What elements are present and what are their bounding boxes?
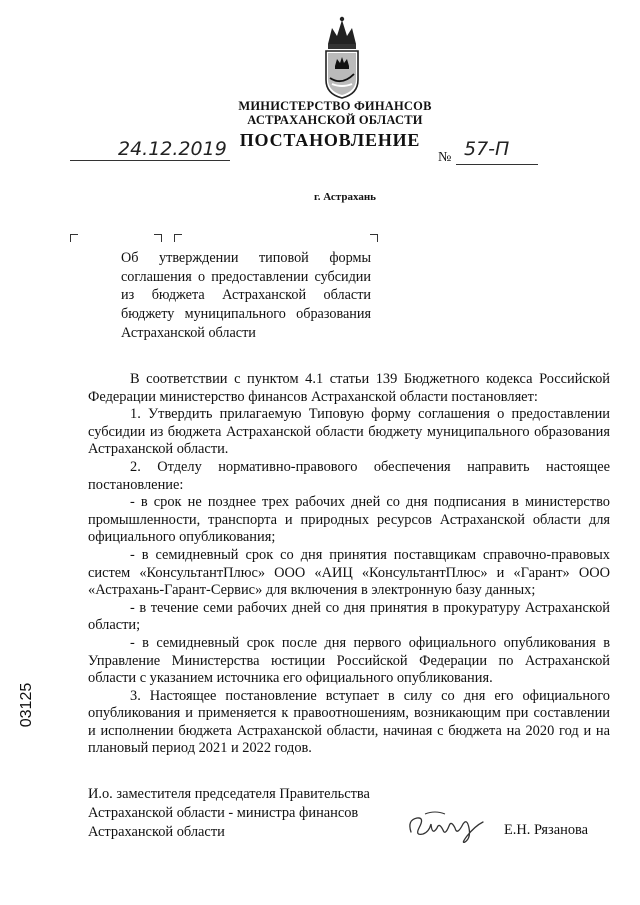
bracket-top-mid-left (174, 234, 182, 242)
side-registration-number-text: 03125 (18, 682, 35, 728)
bracket-top-mid-right (154, 234, 162, 242)
signatory-position (88, 785, 408, 842)
document-title: ПОСТАНОВЛЕНИЕ (239, 130, 421, 150)
body-paragraph-dash-4: - в семидневный срок после дня первого официального опубликования в Управление Министерства юстиции Российской Федерации по Астраханской области с указанием источника его официального опубликования. (88, 634, 610, 687)
date-handwritten: 24.12.2019 (118, 138, 227, 160)
body-paragraph-item-2: 2. Отделу нормативно-правового обеспечения направить настоящее постановление: (88, 458, 610, 493)
signatory-position-line3: Астраханской области (88, 824, 225, 840)
body-paragraph-dash-3: - в течение семи рабочих дней со дня принятия в прокуратуру Астраханской области; (88, 599, 610, 634)
number-handwritten: 57-П (464, 138, 510, 160)
date-underline (70, 160, 230, 161)
document-body (88, 371, 610, 758)
body-paragraph-item-3: 3. Настоящее постановление вступает в силу со дня его официального опубликования и применяется к правоотношениям, возникающим при составлении и исполнении бюджета Астраханской области, начиная с бюджета на 2020 год и на плановый период 2021 и 2022 годов. (88, 687, 610, 757)
number-underline (456, 164, 538, 165)
body-paragraph-item-1: 1. Утвердить прилагаемую Типовую форму соглашения о предоставлении субсидии из бюджета Астраханской области бюджету муниципального образования Астраханской области. (88, 406, 610, 458)
coat-of-arms-emblem (318, 14, 366, 100)
signatory-position-line1: И.о. заместителя председателя Правительства (88, 786, 370, 802)
body-paragraph-dash-2: - в семидневный срок со дня принятия поставщикам справочно-правовых систем «КонсультантПлюс» ООО «АИЦ «КонсультантПлюс» и «Гарант» ООО «Астрахань-Гарант-Сервис» для включения в электронную базу данных; (88, 546, 610, 599)
document-subject: Об утверждении типовой формы соглашения о предоставлении субсидии из бюджета Астраханской области бюджету муниципального образования Астраханской области (121, 250, 371, 341)
ministry-name-line2: АСТРАХАНСКОЙ ОБЛАСТИ (247, 113, 423, 127)
city-label: г. Астрахань (314, 191, 376, 203)
side-registration-number (12, 668, 42, 748)
signatory-position-line2: Астраханской области - министра финансов (88, 805, 359, 821)
bracket-top-right (370, 234, 378, 242)
bracket-top-left (70, 234, 78, 242)
body-paragraph-preamble: В соответствии с пунктом 4.1 статьи 139 Бюджетного кодекса Российской Федерации министерство финансов Астраханской области постановляет: (88, 371, 610, 405)
ministry-name-line1: МИНИСТЕРСТВО ФИНАНСОВ (238, 99, 432, 113)
handwritten-signature (405, 806, 490, 846)
signatory-name: Е.Н. Рязанова (504, 822, 589, 838)
body-paragraph-dash-1: - в срок не позднее трех рабочих дней со дня подписания в министерство промышленности, транспорта и природных ресурсов Астраханской области для официального опубликования; (88, 494, 610, 546)
number-label: № (438, 150, 452, 165)
